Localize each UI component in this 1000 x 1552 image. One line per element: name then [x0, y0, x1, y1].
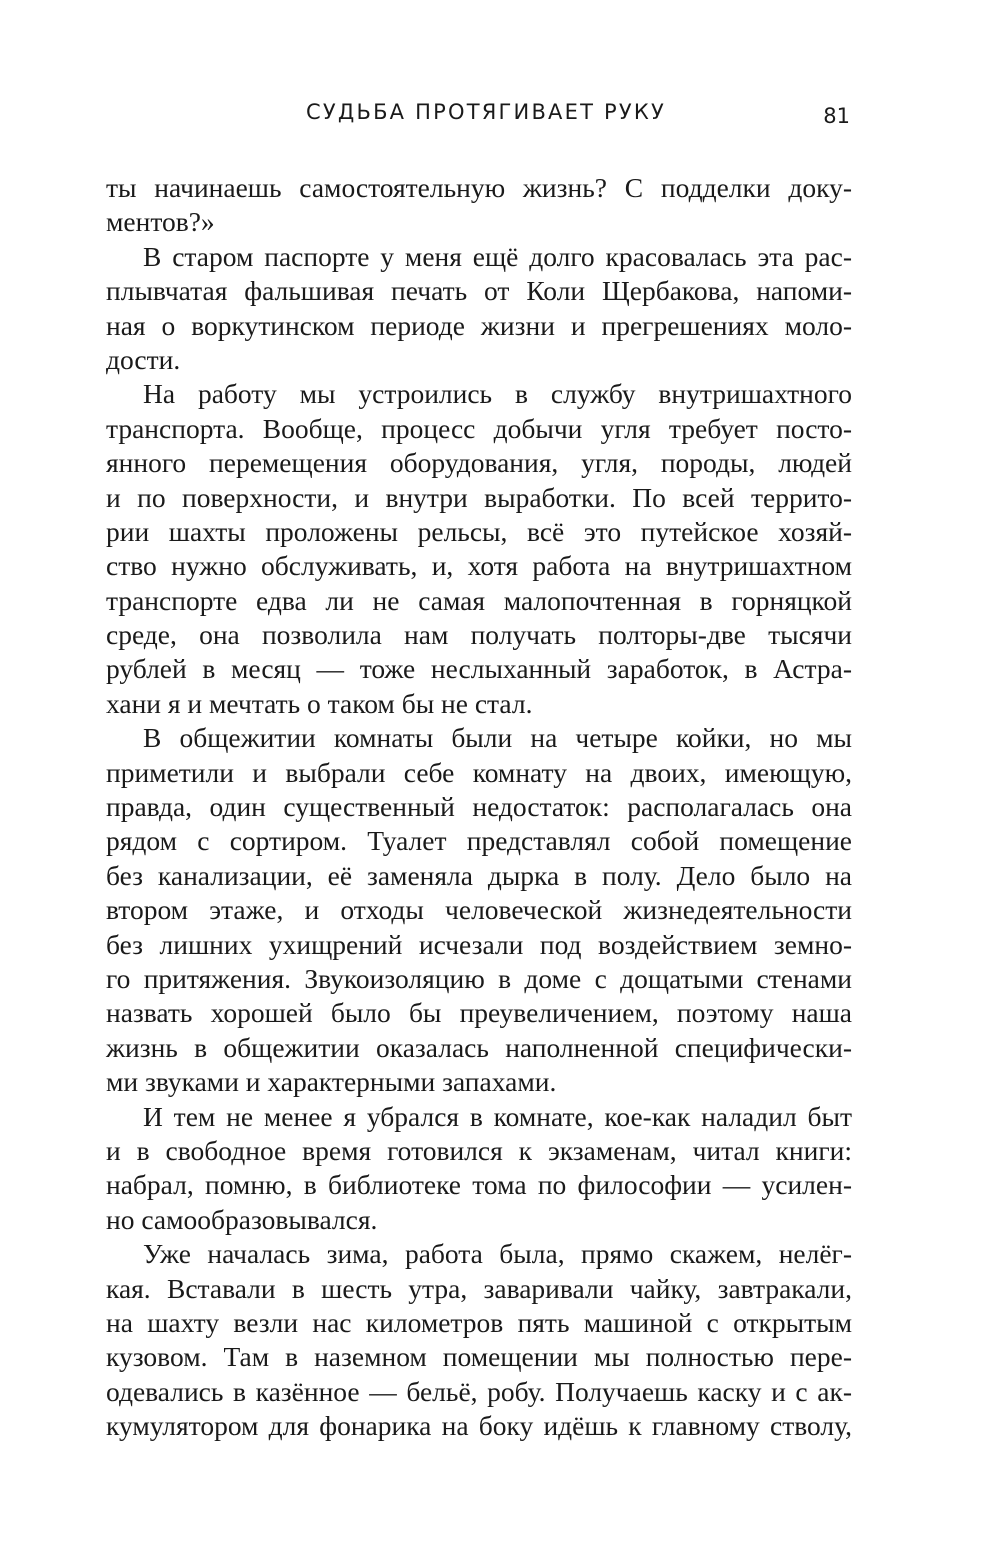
- text-line: без канализации, её заменяла дырка в полу. Дело было на: [106, 859, 852, 891]
- body-text: [106, 171, 852, 1443]
- text-line: И тем не менее я убрался в комнате, кое-как наладил быт: [143, 1100, 852, 1132]
- text-line: приметили и выбрали себе комнату на двоих, имеющую,: [106, 756, 852, 788]
- paragraph: [106, 1100, 852, 1238]
- text-line: ство нужно обслуживать, и, хотя работа на внутришахтном: [106, 550, 852, 582]
- text-line: В старом паспорте у меня ещё долго красовалась эта рас-: [143, 240, 852, 272]
- text-line: Уже началась зима, работа была, прямо скажем, нелёг-: [143, 1238, 852, 1270]
- text-line: дости.: [106, 343, 181, 375]
- text-line: плывчатая фальшивая печать от Коли Щербакова, напоми-: [106, 275, 852, 307]
- text-line: одевались в казённое — бельё, робу. Получаешь каску и с ак-: [106, 1375, 852, 1407]
- text-line: кумулятором для фонарика на боку идёшь к главному стволу,: [106, 1410, 852, 1442]
- text-line: правда, один существенный недостаток: располагалась она: [106, 791, 852, 823]
- text-line: без лишних ухищрений исчезали под воздействием земно-: [106, 928, 852, 960]
- text-line: ментов?»: [106, 206, 215, 238]
- paragraph: [106, 240, 852, 378]
- text-line: На работу мы устроились в службу внутришахтного: [143, 378, 852, 410]
- paragraph: [106, 171, 852, 240]
- paragraph: [106, 1237, 852, 1443]
- text-line: кая. Вставали в шесть утра, заваривали чайку, завтракали,: [106, 1272, 852, 1304]
- text-line: и в свободное время готовился к экзаменам, читал книги:: [106, 1134, 852, 1166]
- text-line: транспорте едва ли не самая малопочтенная в горняцкой: [106, 584, 852, 616]
- text-line: В общежитии комнаты были на четыре койки, но мы: [143, 722, 852, 754]
- text-line: жизнь в общежитии оказалась наполненной специфически-: [106, 1031, 852, 1063]
- text-line: янного перемещения оборудования, угля, породы, людей: [106, 447, 852, 479]
- text-line: но самообразовывался.: [106, 1203, 378, 1235]
- text-line: рублей в месяц — тоже неслыханный заработок, в Астра-: [106, 653, 852, 685]
- text-line: ми звуками и характерными запахами.: [106, 1066, 557, 1098]
- text-line: го притяжения. Звукоизоляцию в доме с дощатыми стенами: [106, 962, 852, 994]
- text-line: втором этаже, и отходы человеческой жизнедеятельности: [106, 894, 852, 926]
- text-line: на шахту везли нас километров пять машиной с открытым: [106, 1306, 852, 1338]
- text-line: транспорта. Вообще, процесс добычи угля требует посто-: [106, 412, 852, 444]
- page-number: 81: [823, 104, 850, 128]
- text-line: ты начинаешь самостоятельную жизнь? С подделки доку-: [106, 172, 852, 203]
- paragraph: [106, 377, 852, 721]
- text-line: назвать хорошей было бы преувеличением, поэтому наша: [106, 997, 852, 1029]
- text-line: и по поверхности, и внутри выработки. По всей террито-: [106, 481, 852, 513]
- text-line: рии шахты проложены рельсы, всё это путейское хозяй-: [106, 515, 852, 547]
- text-line: среде, она позволила нам получать полторы-две тысячи: [106, 619, 852, 651]
- text-line: хани я и мечтать о таком бы не стал.: [106, 687, 533, 719]
- text-line: рядом с сортиром. Туалет представлял собой помещение: [106, 825, 852, 857]
- running-head-title: СУДЬБА ПРОТЯГИВАЕТ РУКУ: [306, 100, 666, 124]
- paragraph: [106, 721, 852, 1099]
- text-line: кузовом. Там в наземном помещении мы полностью пере-: [106, 1341, 852, 1373]
- text-line: ная о воркутинском периоде жизни и прегрешениях моло-: [106, 309, 852, 341]
- text-line: набрал, помню, в библиотеке тома по философии — усилен-: [106, 1169, 852, 1201]
